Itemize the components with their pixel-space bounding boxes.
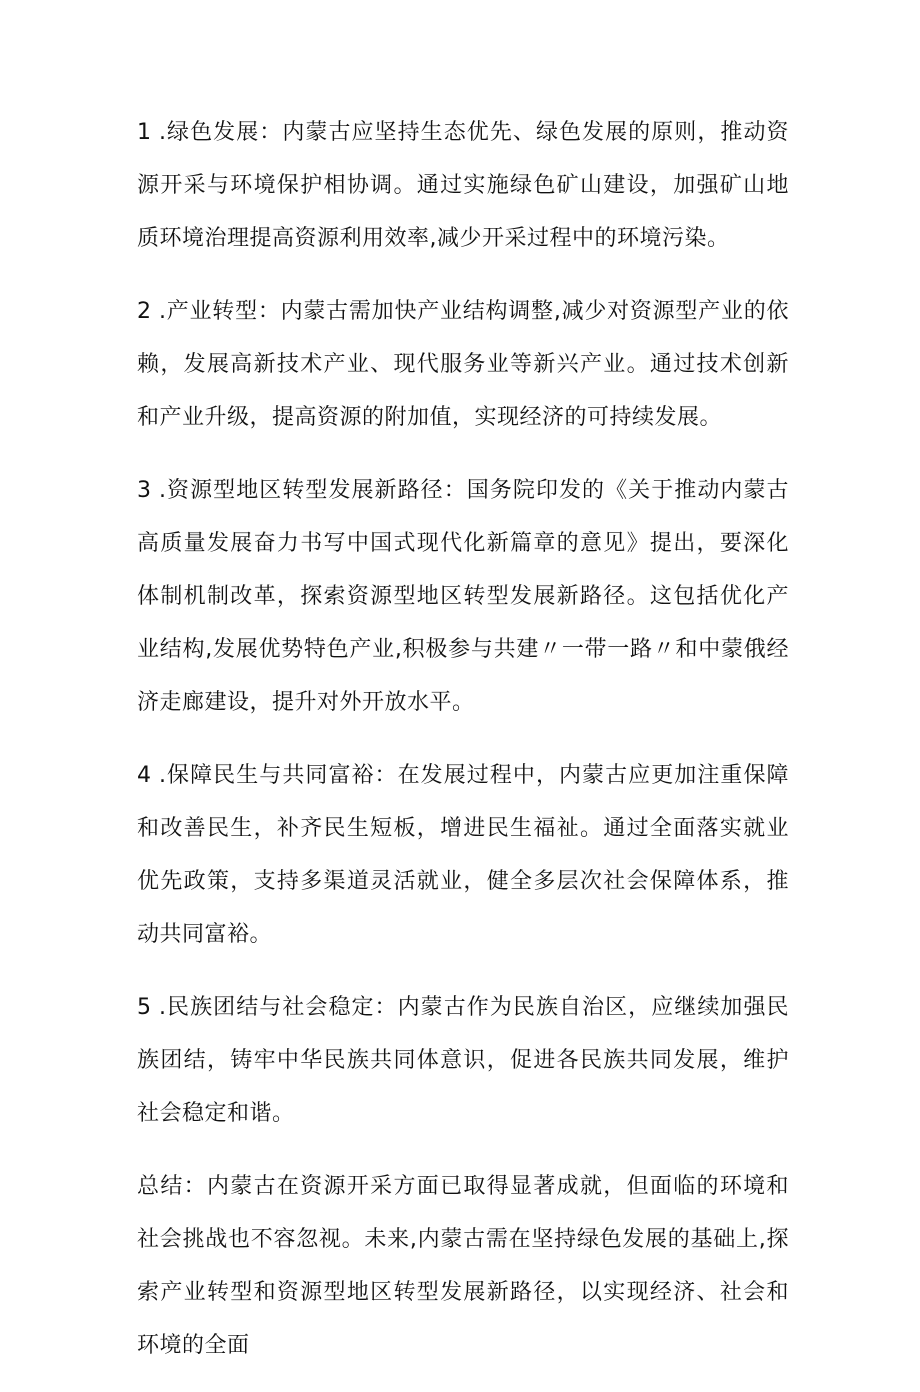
paragraph-text: .民族团结与社会稳定：内蒙古作为民族自治区，应继续加强民族团结，铸牢中华民族共同体意识，促进各民族共同发展，维护社会稳定和谐。 xyxy=(137,995,789,1126)
paragraph-ethnic-unity xyxy=(137,981,789,1140)
paragraph-industrial-transformation xyxy=(137,285,789,444)
paragraph-number: 4 xyxy=(137,763,152,788)
paragraph-text: .绿色发展：内蒙古应坚持生态优先、绿色发展的原则，推动资源开采与环境保护相协调。通过实施绿色矿山建设，加强矿山地质环境治理提高资源利用效率,减少开采过程中的环境污染。 xyxy=(137,120,789,251)
paragraph-text: .保障民生与共同富裕：在发展过程中，内蒙古应更加注重保障和改善民生，补齐民生短板，增进民生福祉。通过全面落实就业优先政策，支持多渠道灵活就业，健全多层次社会保障体系，推动共同富裕。 xyxy=(137,763,789,947)
paragraph-livelihood-prosperity xyxy=(137,749,789,961)
paragraph-number: 3 xyxy=(137,478,152,503)
paragraph-number: 2 xyxy=(137,299,152,324)
document-body xyxy=(137,106,789,1392)
paragraph-number: 5 xyxy=(137,995,152,1020)
paragraph-text: .资源型地区转型发展新路径：国务院印发的《关于推动内蒙古高质量发展奋力书写中国式现代化新篇章的意见》提出，要深化体制机制改革，探索资源型地区转型发展新路径。这包括优化产业结构,发展优势特色产业,积极参与共建〃一带一路〃和中蒙俄经济走廊建设，提升对外开放水平。 xyxy=(137,478,789,715)
paragraph-resource-region-path xyxy=(137,464,789,729)
paragraph-number: 1 xyxy=(137,120,152,145)
paragraph-summary: 总结：内蒙古在资源开采方面已取得显著成就，但面临的环境和社会挑战也不容忽视。未来,内蒙古需在坚持绿色发展的基础上,探索产业转型和资源型地区转型发展新路径，以实现经济、社会和环境的全面 xyxy=(137,1174,789,1358)
paragraph-green-development xyxy=(137,106,789,265)
paragraph-text: .产业转型：内蒙古需加快产业结构调整,减少对资源型产业的依赖，发展高新技术产业、现代服务业等新兴产业。通过技术创新和产业升级，提高资源的附加值，实现经济的可持续发展。 xyxy=(137,299,789,430)
